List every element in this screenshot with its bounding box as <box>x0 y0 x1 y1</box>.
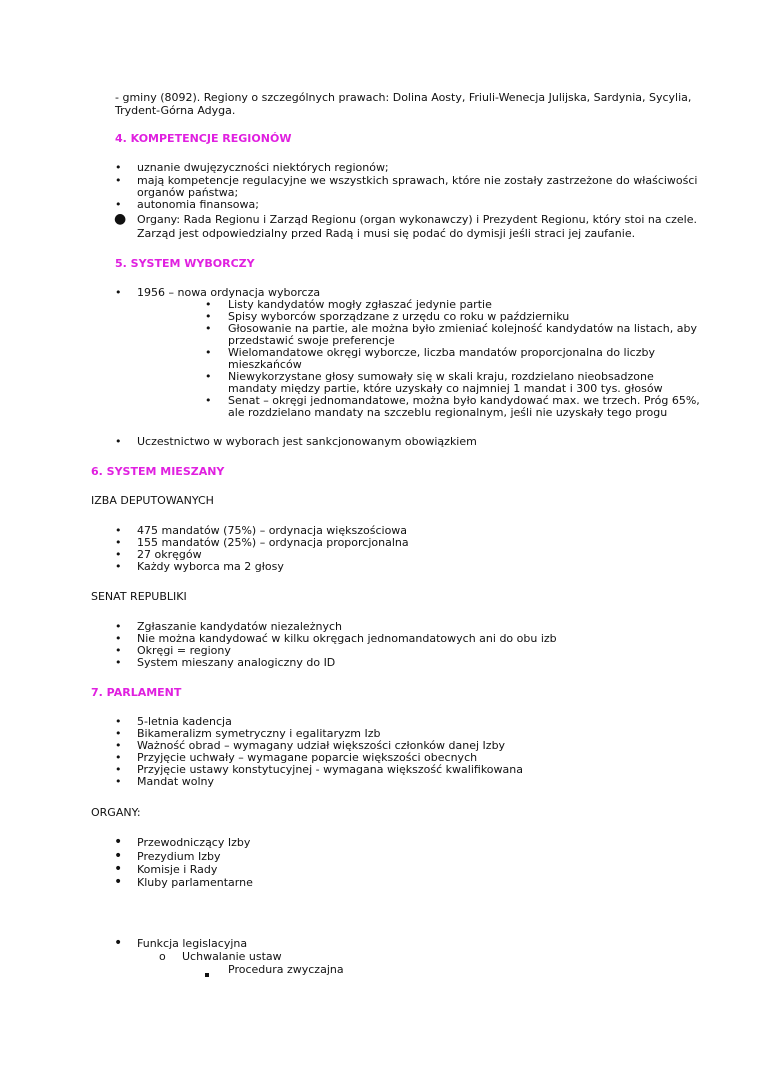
list-item: Kluby parlamentarne <box>137 876 253 889</box>
bullet-icon: • <box>205 370 212 383</box>
list-item: 1956 – nowa ordynacja wyborcza <box>137 286 321 299</box>
bullet-icon: • <box>205 298 212 311</box>
bullet-icon: • <box>115 763 122 776</box>
list-item-continuation: organów państwa; <box>137 186 239 199</box>
list-item: Komisje i Rady <box>137 863 218 876</box>
list-item: Organy: Rada Regionu i Zarząd Regionu (organ wykonawczy) i Prezydent Regionu, który stoi na czele. <box>137 213 698 226</box>
bullet-icon: • <box>114 874 123 890</box>
sub-list-item-continuation: ale rozdzielano mandaty na szczeblu regionalnym, jeśli nie uzyskały tego progu <box>228 406 668 419</box>
bullet-icon: • <box>115 560 122 573</box>
bullet-icon: • <box>115 161 122 174</box>
bullet-icon: • <box>115 739 122 752</box>
list-item: autonomia finansowa; <box>137 198 259 211</box>
list-item: 5-letnia kadencja <box>137 715 232 728</box>
heading-system-wyborczy: 5. SYSTEM WYBORCZY <box>115 257 255 270</box>
bullet-icon: • <box>205 310 212 323</box>
heading-system-mieszany: 6. SYSTEM MIESZANY <box>91 465 225 478</box>
bullet-icon: • <box>114 861 123 877</box>
subheading-organy: ORGANY: <box>91 806 141 819</box>
sub-list-item: Uchwalanie ustaw <box>182 950 282 963</box>
heading-kompetencje: 4. KOMPETENCJE REGIONÓW <box>115 132 292 145</box>
list-item: Uczestnictwo w wyborach jest sankcjonowanym obowiązkiem <box>137 435 477 448</box>
list-item: Okręgi = regiony <box>137 644 231 657</box>
list-item: Funkcja legislacyjna <box>137 937 248 950</box>
list-item: Mandat wolny <box>137 775 214 788</box>
bullet-icon: • <box>115 198 122 211</box>
bullet-icon: ● <box>114 211 127 227</box>
bullet-icon: • <box>205 322 212 335</box>
sub-list-item-continuation: mieszkańców <box>228 358 302 371</box>
bullet-icon: • <box>115 536 122 549</box>
bullet-icon: • <box>205 346 212 359</box>
bullet-icon: • <box>114 848 123 864</box>
list-item-continuation: Zarząd jest odpowiedzialny przed Radą i musi się podać do dymisji jeśli straci jej zaufanie. <box>137 227 636 240</box>
bullet-icon: • <box>115 524 122 537</box>
list-item: 27 okręgów <box>137 548 202 561</box>
intro-line-1: - gminy (8092). Regiony o szczególnych prawach: Dolina Aosty, Friuli-Wenecja Julijska, Sardynia, Sycylia, <box>115 91 692 104</box>
sub-list-item: Wielomandatowe okręgi wyborcze, liczba mandatów proporcjonalna do liczby <box>228 346 655 359</box>
list-item: mają kompetencje regulacyjne we wszystkich sprawach, które nie zostały zastrzeżone do właściwości <box>137 174 698 187</box>
circle-bullet-icon: o <box>159 950 166 963</box>
bullet-icon: • <box>115 548 122 561</box>
list-item: System mieszany analogiczny do ID <box>137 656 336 669</box>
bullet-icon: • <box>115 174 122 187</box>
bullet-icon: • <box>115 632 122 645</box>
list-item: uznanie dwujęzyczności niektórych regionów; <box>137 161 389 174</box>
list-item: 155 mandatów (25%) – ordynacja proporcjonalna <box>137 536 409 549</box>
bullet-icon: • <box>115 620 122 633</box>
list-item: Nie można kandydować w kilku okręgach jednomandatowych ani do obu izb <box>137 632 557 645</box>
list-item: Przewodniczący Izby <box>137 836 251 849</box>
bullet-icon: • <box>205 394 212 407</box>
intro-line-2: Trydent-Górna Adyga. <box>115 104 236 117</box>
bullet-icon: • <box>115 286 122 299</box>
list-item: Przyjęcie uchwały – wymagane poparcie większości obecnych <box>137 751 478 764</box>
list-item: Prezydium Izby <box>137 850 221 863</box>
bullet-icon: • <box>114 834 123 850</box>
subheading-izba-deputowanych: IZBA DEPUTOWANYCH <box>91 494 214 507</box>
bullet-icon: • <box>115 435 122 448</box>
bullet-icon: • <box>114 935 123 951</box>
sub-list-item: Senat – okręgi jednomandatowe, można było kandydować max. we trzech. Próg 65%, <box>228 394 700 407</box>
bullet-icon: • <box>115 715 122 728</box>
bullet-icon: • <box>115 727 122 740</box>
list-item: 475 mandatów (75%) – ordynacja większościowa <box>137 524 408 537</box>
list-item: Zgłaszanie kandydatów niezależnych <box>137 620 342 633</box>
list-item: Ważność obrad – wymagany udział większości członków danej Izby <box>137 739 506 752</box>
bullet-icon: • <box>115 751 122 764</box>
bullet-icon: • <box>115 775 122 788</box>
bullet-icon: • <box>115 656 122 669</box>
subheading-senat-republiki: SENAT REPUBLIKI <box>91 590 187 603</box>
sub-list-item-continuation: przedstawić swoje preferencje <box>228 334 395 347</box>
list-item: Przyjęcie ustawy konstytucyjnej - wymagana większość kwalifikowana <box>137 763 523 776</box>
sub-list-item: Głosowanie na partie, ale można było zmieniać kolejność kandydatów na listach, aby <box>228 322 697 335</box>
sub-list-item-continuation: mandaty między partie, które uzyskały co najmniej 1 mandat i 300 tys. głosów <box>228 382 663 395</box>
list-item: Bikameralizm symetryczny i egalitaryzm Izb <box>137 727 381 740</box>
bullet-icon: • <box>115 644 122 657</box>
sub-sub-list-item: Procedura zwyczajna <box>228 963 344 976</box>
sub-list-item: Spisy wyborców sporządzane z urzędu co roku w październiku <box>228 310 570 323</box>
sub-list-item: Niewykorzystane głosy sumowały się w skali kraju, rozdzielano nieobsadzone <box>228 370 654 383</box>
sub-list-item: Listy kandydatów mogły zgłaszać jedynie partie <box>228 298 492 311</box>
list-item: Każdy wyborca ma 2 głosy <box>137 560 284 573</box>
heading-parlament: 7. PARLAMENT <box>91 686 182 699</box>
square-bullet-icon <box>205 967 209 980</box>
